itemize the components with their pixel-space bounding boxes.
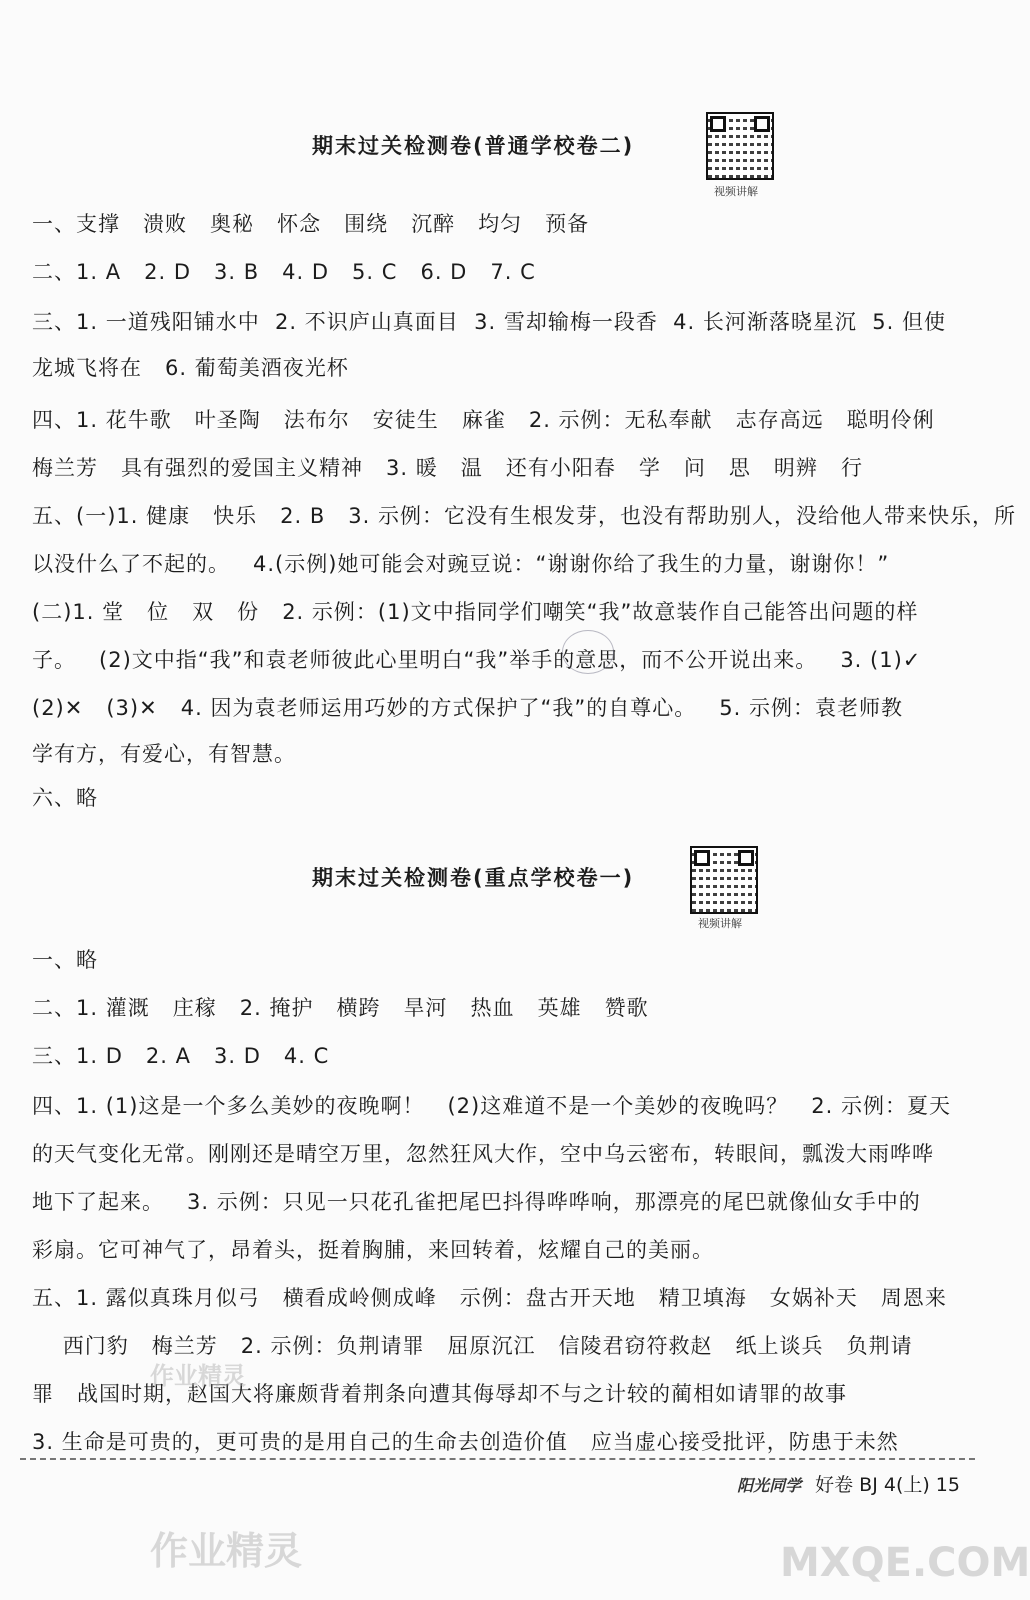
answer-line: 罪 战国时期，赵国大将廉颇背着荆条向遭其侮辱却不与之计较的蔺相如请罪的故事 xyxy=(32,1382,848,1406)
answer-line: 三、1. 一道残阳铺水中 2. 不识庐山真面目 3. 雪却输梅一段香 4. 长河渐落晓星沉 5. 但使 xyxy=(32,310,946,334)
qr-caption: 视频讲解 xyxy=(714,185,758,198)
qr-code-icon[interactable] xyxy=(706,112,774,180)
answer-line: 子。 (2)文中指“我”和袁老师彼此心里明白“我”举手的意思，而不公开说出来。 3. (1)✓ xyxy=(32,648,922,672)
qr-code-icon[interactable] xyxy=(690,846,758,914)
answer-line: 四、1. 花牛歌 叶圣陶 法布尔 安徒生 麻雀 2. 示例：无私奉献 志存高远 聪明伶俐 xyxy=(32,408,935,432)
stamp-mark xyxy=(562,630,614,674)
answer-line: 六、略 xyxy=(32,786,98,810)
answer-line: 3. 生命是可贵的，更可贵的是用自己的生命去创造价值 应当虚心接受批评，防患于未然 xyxy=(32,1430,899,1454)
qr-caption: 视频讲解 xyxy=(698,917,742,930)
section-2-title: 期末过关检测卷(重点学校卷一) xyxy=(312,866,635,890)
footer-text: 好卷 BJ 4(上) 15 xyxy=(815,1474,960,1496)
answer-line: 四、1. (1)这是一个多么美妙的夜晚啊！ (2)这难道不是一个美妙的夜晚吗？ 2. 示例：夏天 xyxy=(32,1094,951,1118)
answer-line: 五、1. 露似真珠月似弓 横看成岭侧成峰 示例：盘古开天地 精卫填海 女娲补天 周恩来 xyxy=(32,1286,947,1310)
page-footer xyxy=(737,1470,960,1497)
answer-line: 一、支撑 溃败 奥秘 怀念 围绕 沉醉 均匀 预备 xyxy=(32,212,590,236)
answer-line: 学有方，有爱心，有智慧。 xyxy=(32,742,296,766)
answer-line: 五、(一)1. 健康 快乐 2. B 3. 示例：它没有生根发芽，也没有帮助别人，没给他人带来快乐，所 xyxy=(32,504,1017,528)
section-1-title: 期末过关检测卷(普通学校卷二) xyxy=(312,134,635,158)
answer-line: 地下了起来。 3. 示例：只见一只花孔雀把尾巴抖得哗哗响，那漂亮的尾巴就像仙女手中的 xyxy=(32,1190,921,1214)
answer-line: 梅兰芳 具有强烈的爱国主义精神 3. 暖 温 还有小阳春 学 问 思 明辨 行 xyxy=(32,456,863,480)
answer-line: 西门豹 梅兰芳 2. 示例：负荆请罪 屈原沉江 信陵君窃符救赵 纸上谈兵 负荆请 xyxy=(32,1334,913,1358)
brand-logo: 阳光同学 xyxy=(737,1476,802,1495)
answer-line: 彩扇。它可神气了，昂着头，挺着胸脯，来回转着，炫耀自己的美丽。 xyxy=(32,1238,714,1262)
answer-line: (2)✕ (3)✕ 4. 因为袁老师运用巧妙的方式保护了“我”的自尊心。 5. 示例：袁老师教 xyxy=(32,696,903,720)
watermark-bottom: 作业精灵 xyxy=(150,1529,303,1573)
answer-line: 以没什么了不起的。 4.(示例)她可能会对豌豆说：“谢谢你给了我生的力量，谢谢你！” xyxy=(32,552,890,576)
watermark-corner: MXQE.COM xyxy=(780,1540,1030,1586)
answer-line: 一、略 xyxy=(32,948,98,972)
divider xyxy=(20,1458,975,1460)
answer-line: 二、1. 灌溉 庄稼 2. 掩护 横跨 旱河 热血 英雄 赞歌 xyxy=(32,996,649,1020)
watermark-top: 作业精灵 xyxy=(150,1362,246,1390)
answer-line: 三、1. D 2. A 3. D 4. C xyxy=(32,1044,330,1068)
answer-line: 二、1. A 2. D 3. B 4. D 5. C 6. D 7. C xyxy=(32,260,536,284)
answer-line: (二)1. 堂 位 双 份 2. 示例：(1)文中指同学们嘲笑“我”故意装作自己能答出问题的样 xyxy=(32,600,919,624)
answer-line: 的天气变化无常。刚刚还是晴空万里，忽然狂风大作，空中乌云密布，转眼间，瓢泼大雨哗哗 xyxy=(32,1142,934,1166)
answer-line: 龙城飞将在 6. 葡萄美酒夜光杯 xyxy=(32,356,349,380)
